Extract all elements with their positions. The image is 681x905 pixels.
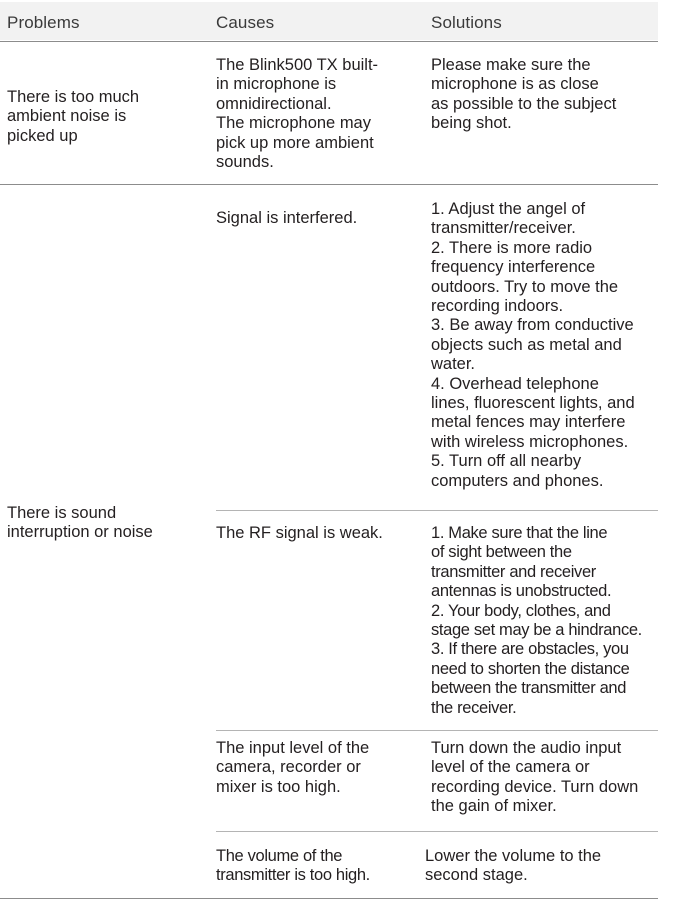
problem-sound-interruption: There is sound interruption or noise (7, 504, 153, 542)
header-solutions: Solutions (431, 13, 502, 32)
header-problems: Problems (7, 13, 80, 32)
cause-signal-interfered: Signal is interfered. (216, 209, 358, 227)
solution-volume: Lower the volume to the second stage. (425, 847, 602, 885)
solution-mic-close: Please make sure the microphone is as close as possible to the subject being shot. (431, 56, 617, 133)
cause-omnidirectional-mic: The Blink500 TX built- in microphone is omnidirectional. The microphone may pick up more ambient sounds. (216, 56, 379, 172)
header-causes: Causes (216, 13, 275, 32)
solution-signal-interfered: 1. Adjust the angel of transmitter/receiver. 2. There is more radio frequency interference outdoors. Try to move the recording indoors. 3. Be away from conductive objects such as metal and water. 4. Overhead telephone lines, fluorescent lights, and metal fences may interfere with wireless microphones. 5. Turn off all nearby computers and phones. (431, 200, 635, 490)
row-divider (0, 184, 658, 185)
solution-input-level: Turn down the audio input level of the camera or recording device. Turn down the gain of mixer. (431, 739, 639, 816)
problem-ambient-noise: There is too much ambient noise is picked up (7, 88, 140, 145)
sub-row-divider (216, 831, 658, 832)
sub-row-divider (216, 730, 658, 731)
cause-rf-weak: The RF signal is weak. (216, 524, 383, 542)
header-divider (0, 41, 658, 42)
table-bottom-rule (0, 898, 658, 899)
cause-input-level-high: The input level of the camera, recorder or mixer is too high. (216, 739, 370, 796)
solution-rf-weak: 1. Make sure that the line of sight between the transmitter and receiver antennas is unobstructed. 2. Your body, clothes, and stage set may be a hindrance. 3. If there are obstacles, you need to shorten the distance between the transmitter and the receiver. (431, 524, 642, 717)
table-header (0, 2, 658, 40)
sub-row-divider (216, 510, 658, 511)
cause-volume-high: The volume of the transmitter is too high. (216, 847, 370, 885)
